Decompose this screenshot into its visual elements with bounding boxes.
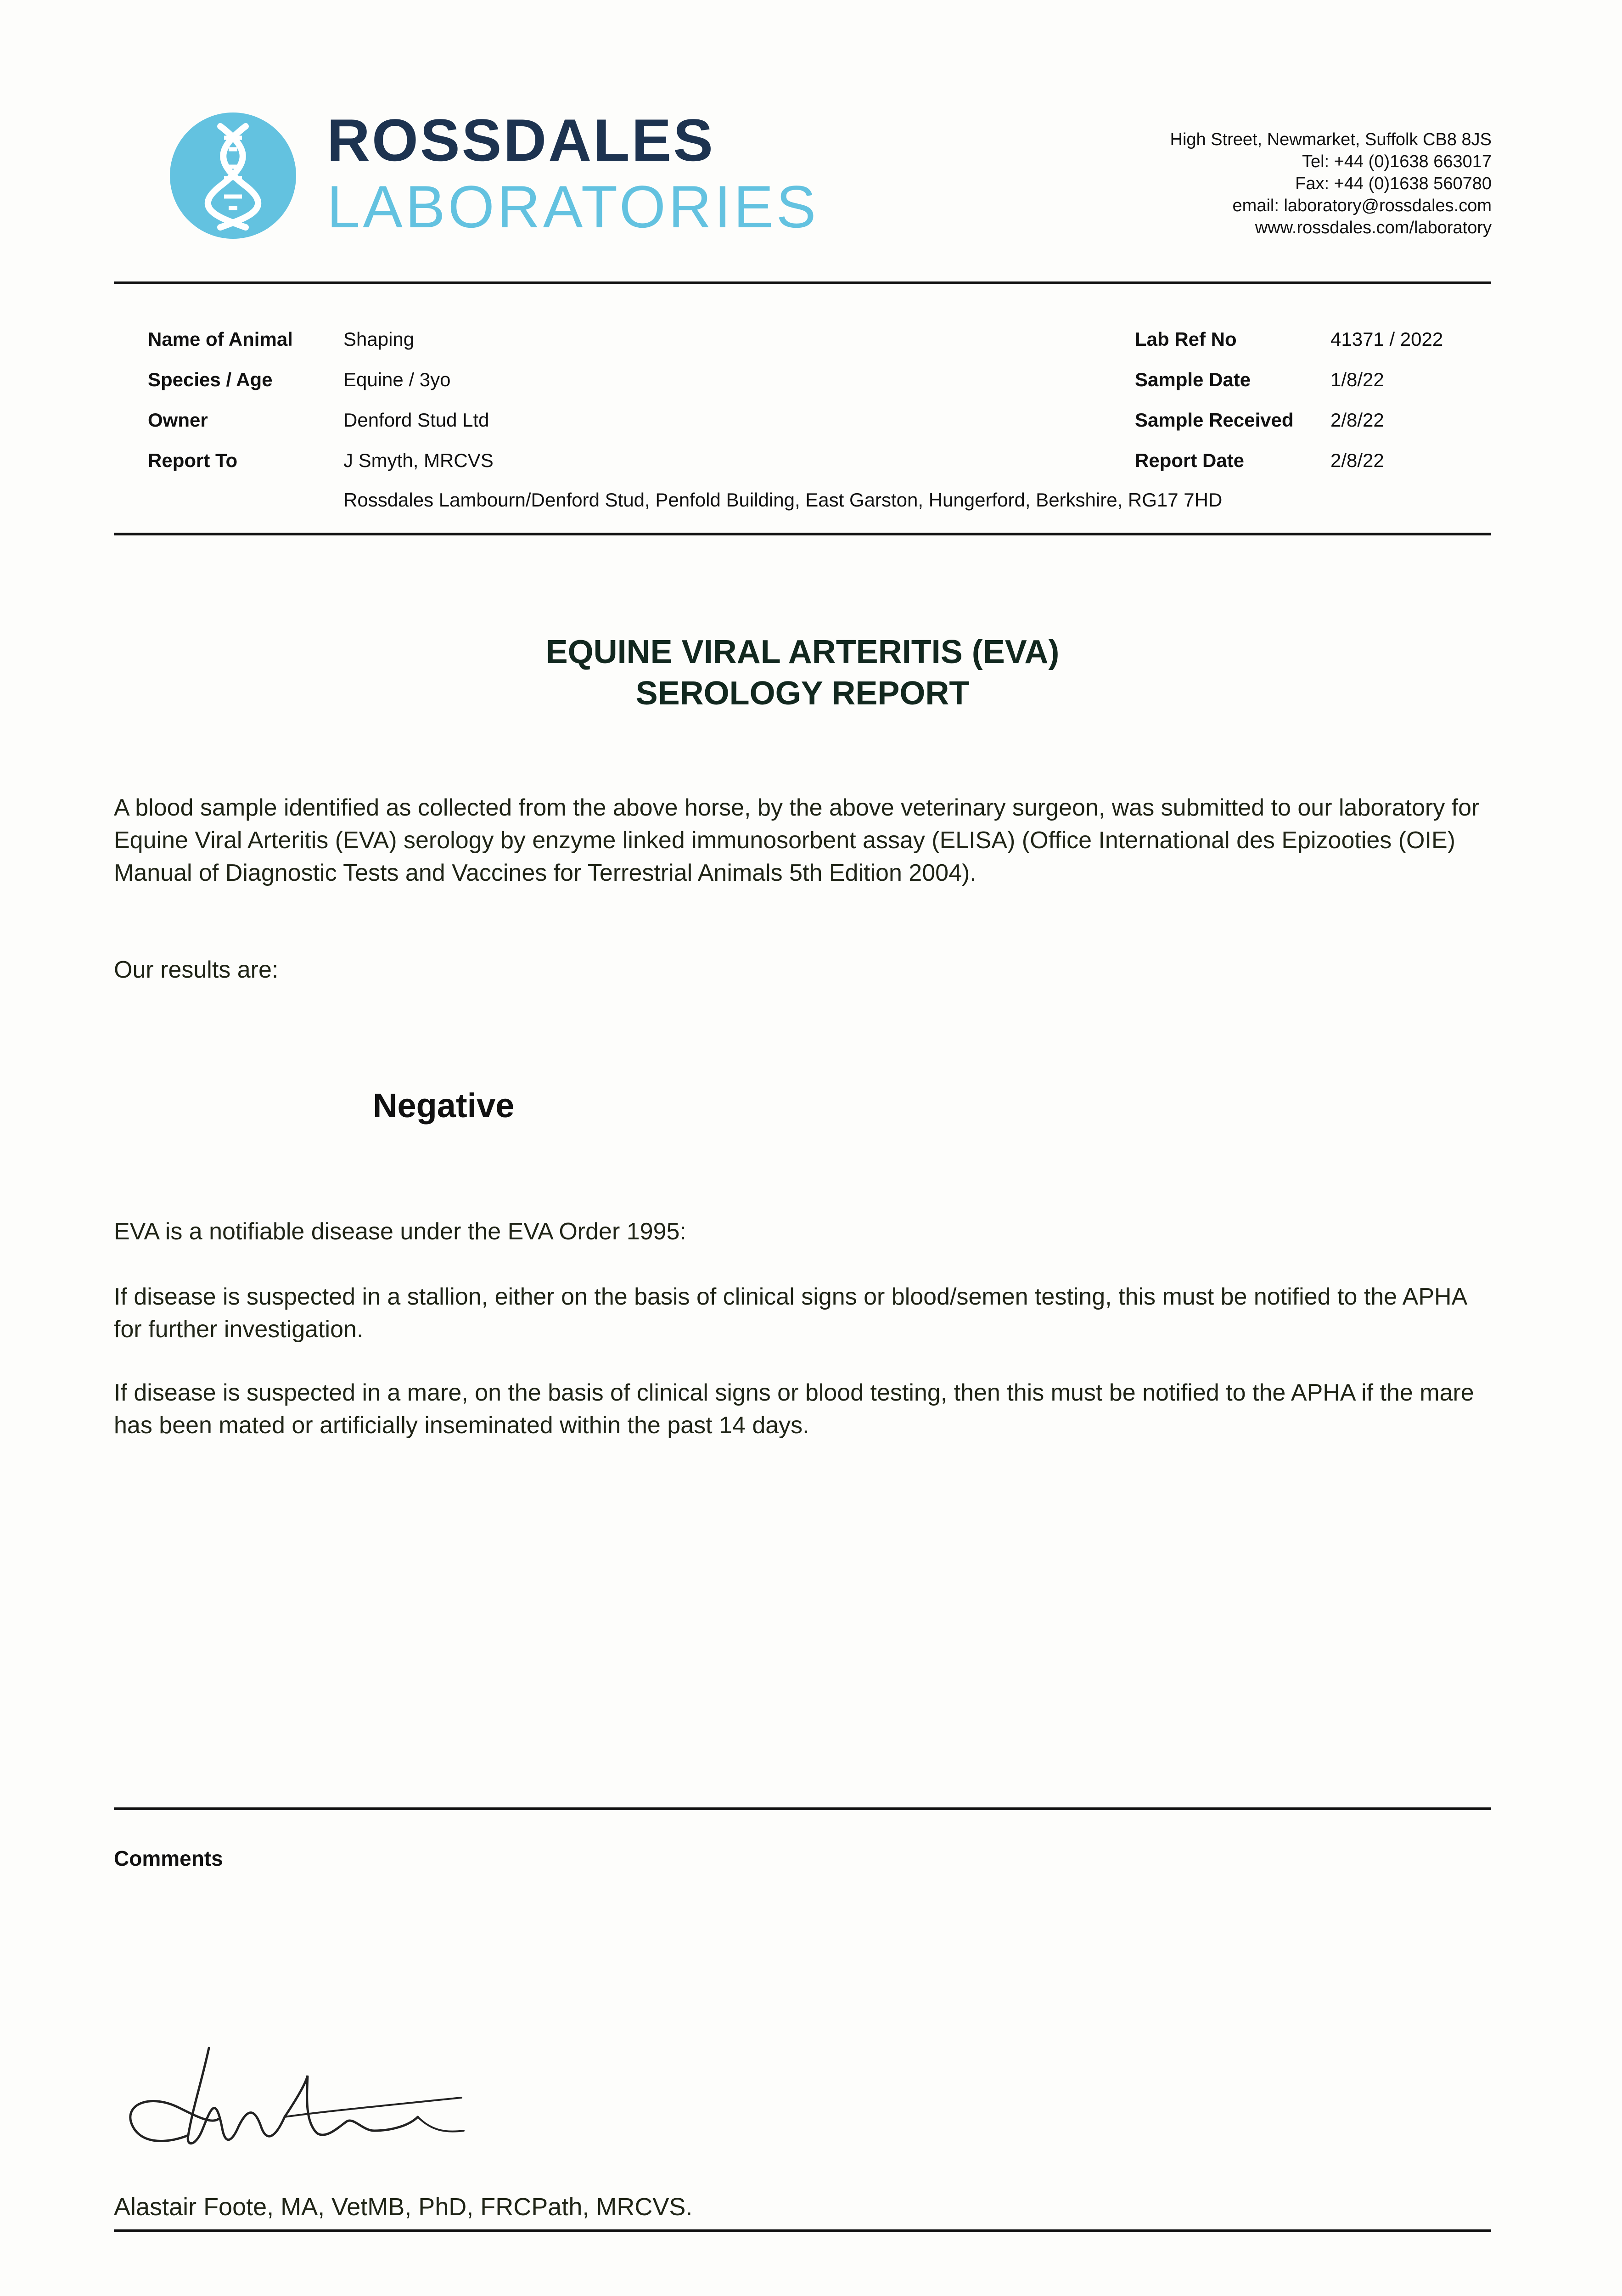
website-text: www.rossdales.com/laboratory <box>1255 218 1492 237</box>
header-divider <box>114 281 1491 284</box>
signature-image <box>124 2039 473 2158</box>
address-text: High Street, Newmarket, Suffolk CB8 8JS <box>1170 130 1492 149</box>
report-date-value: 2/8/22 <box>1330 450 1384 471</box>
signatory-name: Alastair Foote, MA, VetMB, PhD, FRCPath, MRCVS. <box>114 2193 693 2221</box>
footer-divider <box>114 2229 1491 2232</box>
report-title-line-1: EQUINE VIRAL ARTERITIS (EVA) <box>545 634 1060 670</box>
report-to-value: J Smyth, MRCVS <box>343 450 494 471</box>
owner-label: Owner <box>148 409 208 431</box>
comments-divider <box>114 1807 1491 1810</box>
dna-helix-icon <box>170 113 296 239</box>
brand-name: ROSSDALES <box>327 107 715 174</box>
name-of-animal-value: Shaping <box>343 328 415 350</box>
lab-ref-value: 41371 / 2022 <box>1330 328 1443 350</box>
intro-paragraph: A blood sample identified as collected from the above horse, by the above veterinary surgeon, was submitted to our laboratory for Equine Viral Arteritis (EVA) serology by enzyme linked immunosorbent assay (ELISA) (Office International des Epizooties (OIE) Manual of Diagnostic Tests and Vaccines for Terrestrial Animals 5th Edition 2004). <box>114 794 1480 886</box>
owner-value: Denford Stud Ltd <box>343 409 489 431</box>
mare-note: If disease is suspected in a mare, on the basis of clinical signs or blood testing, then this must be notified to the APHA if the mare has been mated or artificially inseminated within the past 14 days. <box>114 1379 1474 1439</box>
species-age-value: Equine / 3yo <box>343 369 451 390</box>
report-to-label: Report To <box>148 450 238 471</box>
brand-subname: LABORATORIES <box>327 173 819 240</box>
name-of-animal-label: Name of Animal <box>148 328 293 350</box>
report-date-label: Report Date <box>1135 450 1245 471</box>
sample-date-label: Sample Date <box>1135 369 1251 390</box>
details-divider <box>114 533 1491 535</box>
report-title <box>114 631 1491 714</box>
sample-date-value: 1/8/22 <box>1330 369 1384 390</box>
results-intro: Our results are: <box>114 957 279 983</box>
species-age-label: Species / Age <box>148 369 273 390</box>
report-to-address: Rossdales Lambourn/Denford Stud, Penfold Building, East Garston, Hungerford, Berkshire, RG17 7HD <box>343 489 1223 511</box>
tel-text: Tel: +44 (0)1638 663017 <box>1302 152 1492 171</box>
stallion-note: If disease is suspected in a stallion, either on the basis of clinical signs or blood/semen testing, this must be notified to the APHA for further investigation. <box>114 1283 1466 1343</box>
fax-text: Fax: +44 (0)1638 560780 <box>1295 174 1492 193</box>
contact-block <box>1170 129 1492 239</box>
result-value: Negative <box>373 1086 515 1125</box>
sample-received-value: 2/8/22 <box>1330 409 1384 431</box>
comments-label: Comments <box>114 1846 223 1870</box>
notifiable-statement: EVA is a notifiable disease under the EVA Order 1995: <box>114 1218 686 1245</box>
report-title-line-2: SEROLOGY REPORT <box>635 675 970 712</box>
lab-ref-label: Lab Ref No <box>1135 328 1237 350</box>
sample-received-label: Sample Received <box>1135 409 1294 431</box>
email-text: email: laboratory@rossdales.com <box>1232 196 1492 215</box>
